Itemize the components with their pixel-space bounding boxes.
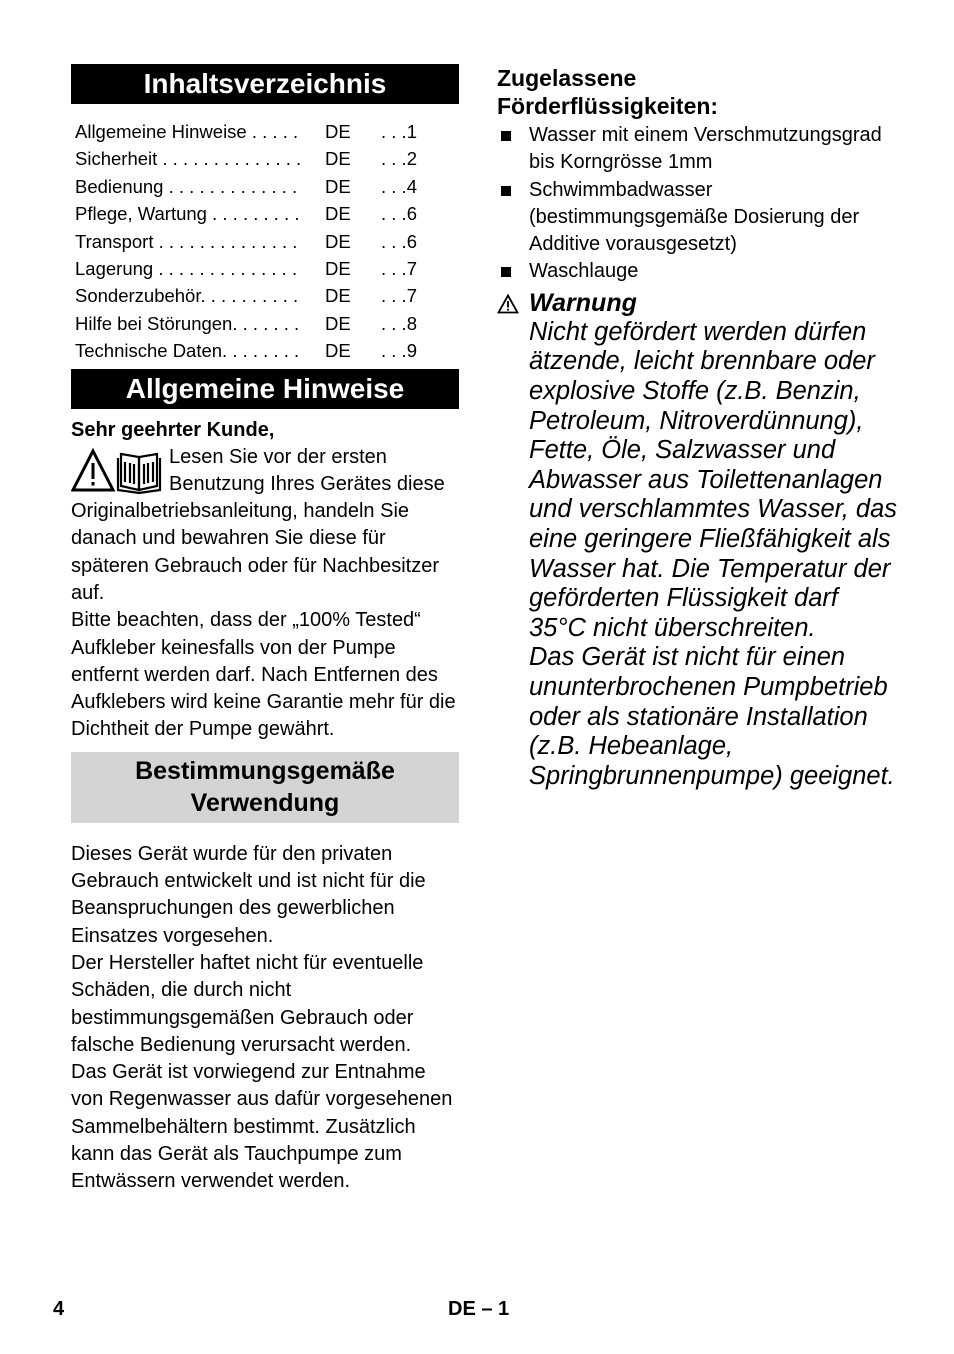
warning-text-1: Nicht gefördert werden dürfen ätzende, leicht brennbare oder explosive Stoffe (z.B. Benzin, Petroleum, Nitroverdünnung), Fette, Öle, Salzwasser und Abwasser aus Toilettenanlagen und verschlammtes Wasser, das eine geringere Fließfähigkeit als Wasser hat. Die Temperatur der geförderten Flüssigkeit darf 35°C nicht überschreiten.	[529, 317, 898, 642]
toc-row[interactable]	[75, 337, 455, 364]
toc-page: . . .8	[381, 312, 417, 334]
warning-title	[497, 288, 897, 318]
toc-title: Sicherheit . . . . . . . . . . . . . .	[75, 148, 302, 170]
toc-page: . . .6	[381, 230, 417, 252]
toc-row[interactable]	[75, 118, 455, 145]
toc-title: Allgemeine Hinweise . . . . .	[75, 121, 299, 142]
general-notes-heading: Allgemeine Hinweise	[71, 369, 459, 409]
general-paragraph-2: Bitte beachten, dass der „100% Tested“ Aufkleber keinesfalls von der Pumpe entfernt werden darf. Nach Entfernen des Aufklebers wird keine Garantie mehr für die Dichtheit der Pumpe gewährt.	[71, 609, 456, 741]
toc-row[interactable]	[75, 310, 455, 337]
intended-use-heading-line2: Verwendung	[190, 788, 340, 817]
bullet-square-icon	[501, 267, 511, 277]
toc-title: Bedienung . . . . . . . . . . . . .	[75, 175, 298, 197]
toc-page: . . .1	[381, 121, 417, 142]
toc-lang: DE	[325, 340, 351, 362]
toc-title: Pflege, Wartung . . . . . . . . .	[75, 203, 300, 225]
manual-book-icon	[118, 454, 160, 493]
toc-title: Lagerung . . . . . . . . . . . . . .	[75, 257, 298, 279]
toc-lang: DE	[325, 121, 351, 142]
right-column	[497, 64, 897, 791]
toc-page: . . .2	[381, 148, 417, 170]
toc-page: . . .9	[381, 340, 417, 362]
footer-page-number: 4	[53, 1298, 65, 1320]
fluids-list	[497, 122, 897, 286]
toc-page: . . .6	[381, 203, 417, 225]
usage-paragraph-2: Der Hersteller haftet nicht für eventuelle Schäden, die durch nicht bestimmungsgemäßen Gebrauch oder falsche Bedienung verursacht werden.	[71, 951, 424, 1056]
fluids-heading-line2: Förderflüssigkeiten:	[497, 93, 719, 119]
toc-lang: DE	[325, 203, 351, 225]
list-item-text: Waschlauge	[529, 260, 639, 283]
bullet-square-icon	[501, 131, 511, 141]
warning-title-text: Warnung	[529, 288, 637, 317]
intended-use-heading	[71, 752, 459, 823]
list-item	[497, 258, 897, 285]
usage-paragraph-1: Dieses Gerät wurde für den privaten Gebrauch entwickelt und ist nicht für die Beanspruchungen des gewerblichen Einsatzes vorgesehen.	[71, 842, 426, 947]
bullet-square-icon	[501, 186, 511, 196]
list-item	[497, 122, 897, 177]
intended-use-heading-line1: Bestimmungsgemäße	[135, 756, 395, 785]
warning-text-2: Das Gerät ist nicht für einen ununterbrochenen Pumpbetrieb oder als stationäre Installation (z.B. Hebeanlage, Springbrunnenpumpe) geeignet.	[529, 643, 895, 790]
toc-title: Transport . . . . . . . . . . . . . .	[75, 230, 298, 252]
toc-title: Sonderzubehör. . . . . . . . . .	[75, 285, 299, 307]
list-item-text: Wasser mit einem Verschmutzungsgrad bis Korngrösse 1mm	[529, 124, 882, 174]
fluids-heading-line1: Zugelassene	[497, 65, 637, 91]
list-item	[497, 177, 897, 259]
toc-row[interactable]	[75, 145, 455, 172]
toc-lang: DE	[325, 148, 351, 170]
toc-page: . . .7	[381, 285, 417, 307]
warning-triangle-icon	[73, 451, 113, 490]
greeting: Sehr geehrter Kunde,	[71, 418, 275, 441]
toc-title: Hilfe bei Störungen. . . . . . .	[75, 312, 300, 334]
warning-triangle-icon	[497, 294, 519, 314]
usage-paragraph-3: Das Gerät ist vorwiegend zur Entnahme von Regenwasser aus dafür vorgesehenen Sammelbehältern bestimmt. Zusätzlich kann das Gerät als Tauchpumpe zum Entwässern verwendet werden.	[71, 1061, 453, 1193]
toc-lang: DE	[325, 312, 351, 334]
toc-lang: DE	[325, 257, 351, 279]
toc-page: . . .4	[381, 175, 417, 197]
left-column	[71, 64, 459, 1196]
fluids-heading	[497, 64, 897, 120]
general-paragraph-1: Lesen Sie vor der ersten Benutzung Ihres Gerätes diese Originalbetriebsanleitung, handeln Sie danach und bewahren Sie diese für späteren Gebrauch oder für Nachbesitzer auf.	[71, 445, 445, 604]
toc-row[interactable]	[75, 228, 455, 255]
warning-manual-icon	[71, 448, 163, 494]
list-item-text: Schwimmbadwasser (bestimmungsgemäße Dosierung der Additive vorausgesetzt)	[529, 178, 860, 256]
toc-page: . . .7	[381, 257, 417, 279]
toc-lang: DE	[325, 175, 351, 197]
toc-row[interactable]	[75, 173, 455, 200]
toc-row[interactable]	[75, 282, 455, 309]
toc-row[interactable]	[75, 200, 455, 227]
toc-title: Technische Daten. . . . . . . .	[75, 340, 300, 362]
table-of-contents	[75, 118, 455, 365]
toc-heading: Inhaltsverzeichnis	[71, 64, 459, 104]
toc-lang: DE	[325, 230, 351, 252]
toc-lang: DE	[325, 285, 351, 307]
toc-row[interactable]	[75, 255, 455, 282]
read-manual-notice	[71, 444, 459, 608]
footer-lang-page: DE – 1	[448, 1298, 510, 1320]
